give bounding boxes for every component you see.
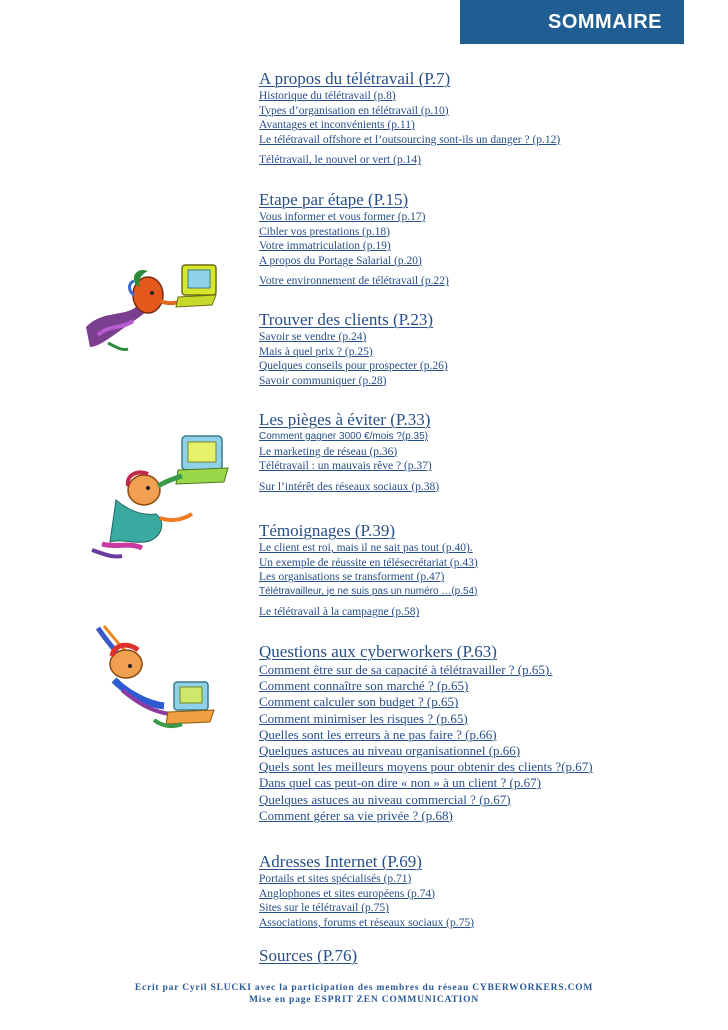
toc-item-link[interactable]: Dans quel cas peut-on dire « non » à un client ? (p.67) <box>259 775 541 791</box>
toc-item-link[interactable]: Savoir se vendre (p.24) <box>259 331 367 343</box>
toc-section <box>259 190 449 289</box>
sommaire-banner <box>460 0 684 44</box>
toc-item-link[interactable]: Quelques astuces au niveau commercial ? (p.67) <box>259 791 511 807</box>
toc-item-link[interactable]: Anglophones et sites européens (p.74) <box>259 887 435 900</box>
toc-item-link[interactable]: Votre environnement de télétravail (p.22) <box>259 275 449 288</box>
toc-item-link[interactable]: Un exemple de réussite en télésecrétariat (p.43) <box>259 556 478 569</box>
toc-item-link[interactable]: Historique du télétravail (p.8) <box>259 90 396 102</box>
footer-layout-credit: Mise en page ESPRIT ZEN COMMUNICATION <box>248 995 480 1005</box>
toc-section <box>259 521 478 620</box>
person-reaching-computer-illustration <box>92 620 222 740</box>
section-title-link[interactable]: Les pièges à éviter (P.33) <box>259 410 431 429</box>
person-holding-computer-illustration <box>82 430 242 570</box>
toc-item-link[interactable]: Comment être sur de sa capacité à télétravailler ? (p.65). <box>259 662 553 677</box>
toc-section <box>259 946 357 966</box>
section-title-link[interactable]: Trouver des clients (P.23) <box>259 310 434 329</box>
toc-item-link[interactable]: Comment calculer son budget ? (p.65) <box>259 694 459 710</box>
page-footer <box>0 982 728 1006</box>
toc-item-link[interactable]: Vous informer et vous former (p.17) <box>259 211 426 223</box>
toc-item-link[interactable]: Quelques conseils pour prospecter (p.26) <box>259 360 448 373</box>
section-title-link[interactable]: Témoignages (P.39) <box>259 521 395 540</box>
toc-item-link[interactable]: Comment gagner 3000 €/mois ?(p.35) <box>259 431 428 442</box>
toc-item-link[interactable]: Les organisations se transforment (p.47) <box>259 571 445 584</box>
toc-section <box>259 69 560 168</box>
section-title-link[interactable]: Sources (P.76) <box>259 946 358 965</box>
toc-item-link[interactable]: Sur l’intérêt des réseaux sociaux (p.38) <box>259 480 440 493</box>
toc-item-link[interactable]: Savoir communiquer (p.28) <box>259 374 387 387</box>
toc-item-link[interactable]: Le télétravail à la campagne (p.58) <box>259 606 420 619</box>
person-with-computer-illustration <box>78 255 228 355</box>
toc-item-link[interactable]: Quels sont les meilleurs moyens pour obtenir des clients ?(p.67) <box>259 759 593 775</box>
section-title-link[interactable]: Etape par étape (P.15) <box>259 190 409 209</box>
toc-item-link[interactable]: Cibler vos prestations (p.18) <box>259 225 390 238</box>
toc-section <box>259 642 593 824</box>
toc-item-link[interactable]: Portails et sites spécialisés (p.71) <box>259 873 412 885</box>
toc-item-link[interactable]: Le marketing de réseau (p.36) <box>259 445 398 458</box>
toc-item-link[interactable]: Télétravailleur, je ne suis pas un numéro …(p.54) <box>259 585 478 597</box>
section-title-link[interactable]: Questions aux cyberworkers (P.63) <box>259 642 497 661</box>
toc-item-link[interactable]: Mais à quel prix ? (p.25) <box>259 345 373 358</box>
section-title-link[interactable]: Adresses Internet (P.69) <box>259 852 422 871</box>
toc-item-link[interactable]: Le télétravail offshore et l’outsourcing sont-ils un danger ? (p.12) <box>259 133 561 146</box>
footer-credit: Ecrit par Cyril SLUCKI avec la participation des membres du réseau CYBERWORKERS.COM <box>134 983 594 993</box>
toc-item-link[interactable]: Associations, forums et réseaux sociaux (p.75) <box>259 916 474 929</box>
page-title: SOMMAIRE <box>548 10 662 33</box>
toc-item-link[interactable]: Télétravail, le nouvel or vert (p.14) <box>259 154 421 167</box>
toc-item-link[interactable]: Quelles sont les erreurs à ne pas faire ? (p.66) <box>259 726 497 742</box>
toc-item-link[interactable]: A propos du Portage Salarial (p.20) <box>259 254 422 267</box>
toc-item-link[interactable]: Le client est roi, mais il ne sait pas tout (p.40). <box>259 542 473 554</box>
toc-section <box>259 310 448 388</box>
section-title-link[interactable]: A propos du télétravail (P.7) <box>259 69 451 88</box>
toc-item-link[interactable]: Sites sur le télétravail (p.75) <box>259 902 389 915</box>
toc-item-link[interactable]: Comment gérer sa vie privée ? (p.68) <box>259 807 453 823</box>
toc-item-link[interactable]: Votre immatriculation (p.19) <box>259 240 391 253</box>
toc-section <box>259 410 439 494</box>
toc-item-link[interactable]: Quelques astuces au niveau organisationnel (p.66) <box>259 743 521 759</box>
toc-item-link[interactable]: Comment connaître son marché ? (p.65) <box>259 678 469 694</box>
toc-section <box>259 852 474 930</box>
toc-item-link[interactable]: Avantages et inconvénients (p.11) <box>259 119 415 132</box>
toc-item-link[interactable]: Comment minimiser les risques ? (p.65) <box>259 710 468 726</box>
toc-item-link[interactable]: Types d’organisation en télétravail (p.10) <box>259 104 449 117</box>
toc-item-link[interactable]: Télétravail : un mauvais rêve ? (p.37) <box>259 460 432 473</box>
